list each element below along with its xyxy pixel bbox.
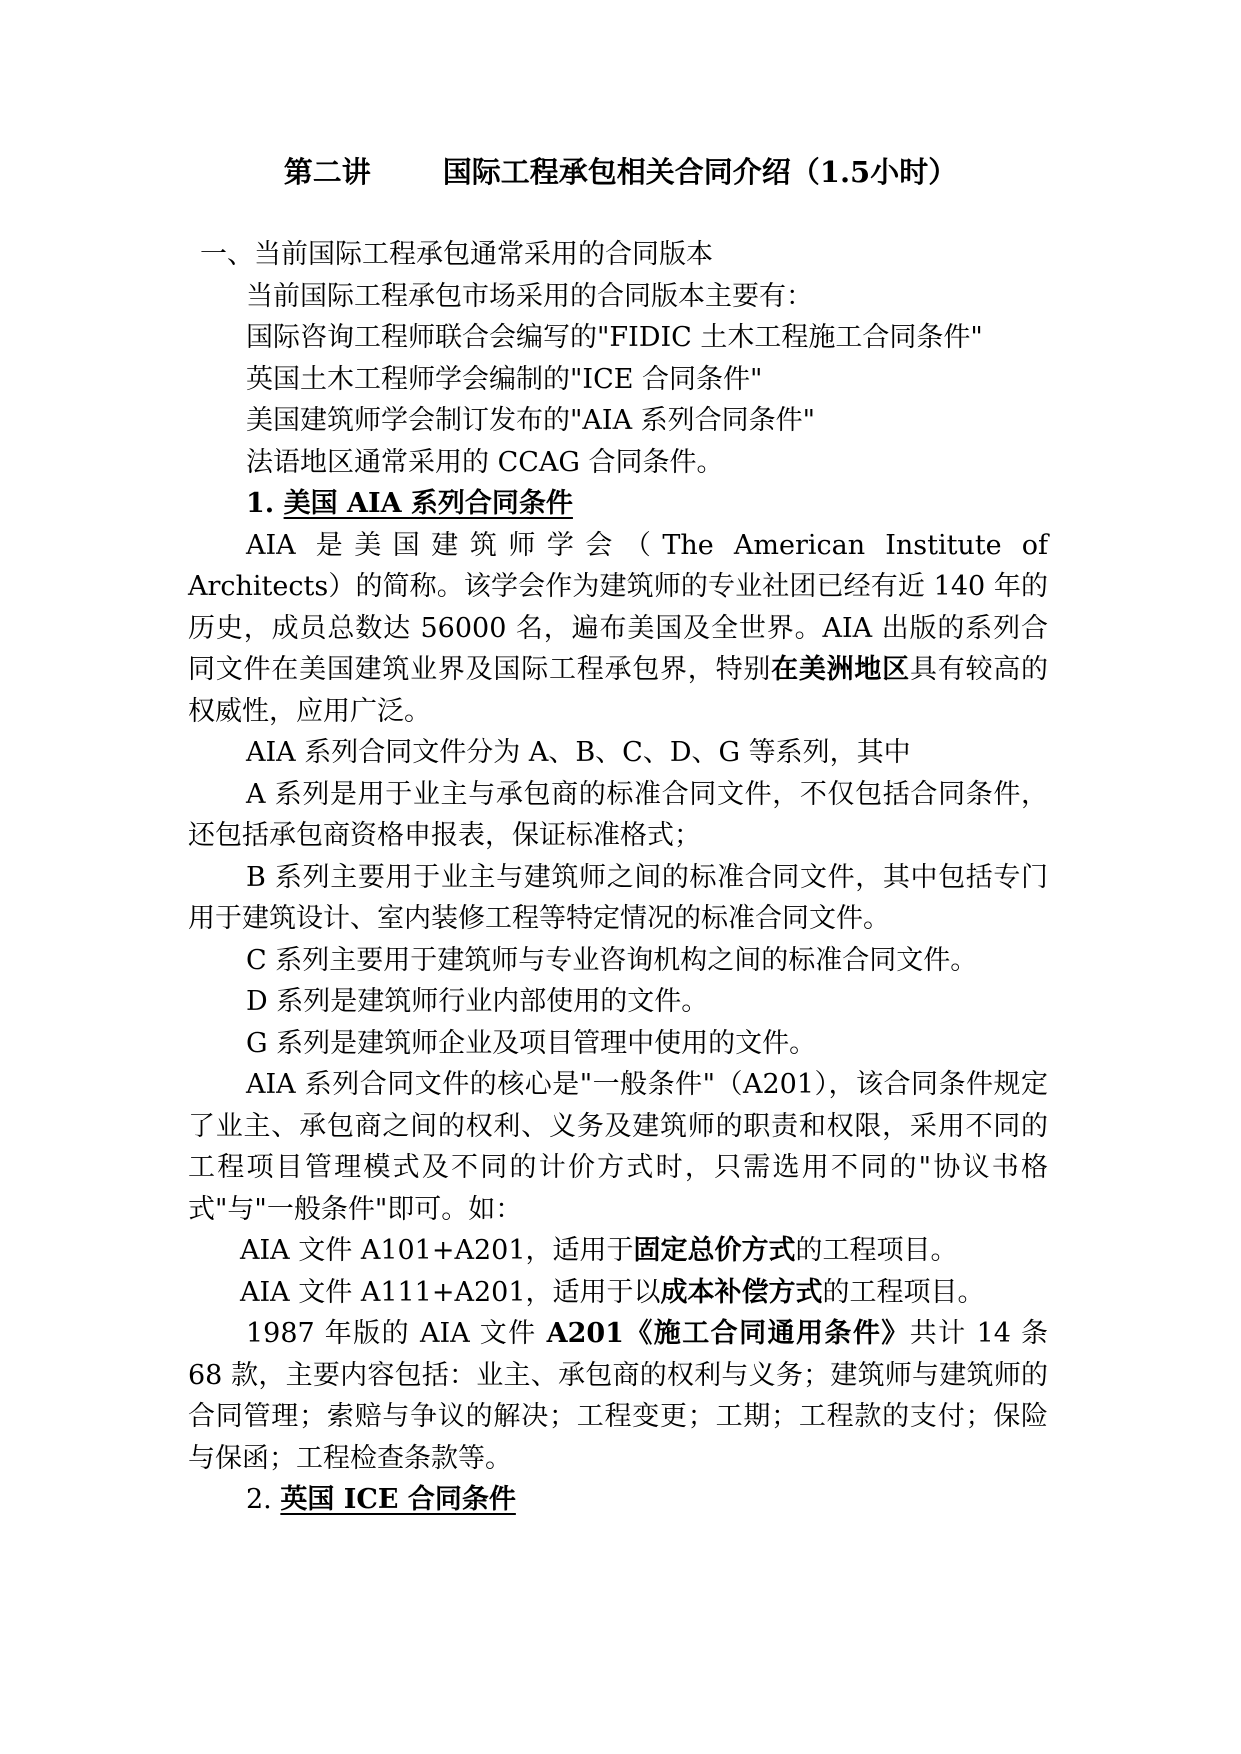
subsection-number: 2. xyxy=(246,1484,272,1515)
bold-run: 固定总价方式 xyxy=(633,1235,796,1266)
series-b-paragraph: B 系列主要用于业主与建筑师之间的标准合同文件，其中包括专门用于建筑设计、室内装修工程等特定情况的标准合同文件。 xyxy=(188,861,1048,934)
section-intro: 当前国际工程承包市场采用的合同版本主要有： xyxy=(246,280,813,312)
contract-item-ice: 英国土木工程师学会编制的"ICE 合同条件" xyxy=(246,363,763,395)
text-run: 的工程项目。 xyxy=(822,1276,985,1308)
contract-item-aia: 美国建筑师学会制订发布的"AIA 系列合同条件" xyxy=(246,405,816,436)
text-run: AIA 文件 A101+A201，适用于 xyxy=(240,1235,634,1266)
example-fixed-price xyxy=(188,1230,1048,1272)
aia-intro-paragraph xyxy=(188,525,1048,733)
series-a-paragraph: A 系列是用于业主与承包商的标准合同文件，不仅包括合同条件，还包括承包商资格申报表，保证标准格式； xyxy=(188,778,1048,851)
document-body xyxy=(188,234,1048,1521)
bold-run: 成本补偿方式 xyxy=(660,1276,823,1308)
example-cost-reimbursement xyxy=(188,1272,1048,1314)
lecture-number: 第二讲 xyxy=(283,155,371,189)
series-c-paragraph: C 系列主要用于建筑师与专业咨询机构之间的标准合同文件。 xyxy=(246,944,978,976)
text-run: 共计 14 条 68 款，主要内容包括：业主、承包商的权利与义务；建筑师与建筑师的合同管理；索赔与争议的解决；工程变更；工期；工程款的支付；保险与保函；工程检查条款等。 xyxy=(188,1318,1048,1474)
core-paragraph: AIA 系列合同文件的核心是"一般条件"（A201），该合同条件规定了业主、承包商之间的权利、义务及建筑师的职责和权限，采用不同的工程项目管理模式及不同的计价方式时，只需选用不同的"协议书格式"与"一般条件"即可。如： xyxy=(188,1069,1048,1225)
text-run: 1987 年版的 AIA 文件 xyxy=(246,1318,547,1349)
series-g-paragraph: G 系列是建筑师企业及项目管理中使用的文件。 xyxy=(246,1027,817,1059)
text-run: AIA 文件 A111+A201，适用于以 xyxy=(240,1276,661,1308)
page-title xyxy=(0,152,1241,192)
subsection-title: 美国 AIA 系列合同条件 xyxy=(283,488,573,519)
series-intro: AIA 系列合同文件分为 A、B、C、D、G 等系列，其中 xyxy=(246,737,911,768)
contract-item-ccag: 法语地区通常采用的 CCAG 合同条件。 xyxy=(246,446,724,478)
bold-run: 在美洲地区 xyxy=(771,654,910,685)
section-heading: 一、当前国际工程承包通常采用的合同版本 xyxy=(200,239,713,270)
subsection-heading-aia xyxy=(188,483,1048,525)
text-run: 具有较高的权威性，应用广泛。 xyxy=(188,654,1049,727)
bold-run: A201《施工合同通用条件》 xyxy=(546,1318,910,1349)
subsection-number: 1. xyxy=(246,488,275,519)
lecture-topic: 国际工程承包相关合同介绍（1.5小时） xyxy=(442,155,958,189)
series-d-paragraph: D 系列是建筑师行业内部使用的文件。 xyxy=(246,986,709,1017)
contract-item-fidic: 国际咨询工程师联合会编写的"FIDIC 土木工程施工合同条件" xyxy=(246,322,983,353)
text-run: 的工程项目。 xyxy=(795,1235,958,1266)
edition-1987-paragraph xyxy=(188,1313,1048,1479)
text-run: AIA 是美国建筑师学会（The American Institute of Architects）的简称。该学会作为建筑师的专业社团已经有近 140 年的历史，成员总数达 56000 名，遍布美国及全世界。AIA 出版的系列合同文件在美国建筑业界及国际工程承包界，特别 xyxy=(188,529,1048,685)
subsection-title: 英国 ICE 合同条件 xyxy=(280,1484,516,1515)
subsection-heading-ice xyxy=(188,1479,1048,1521)
